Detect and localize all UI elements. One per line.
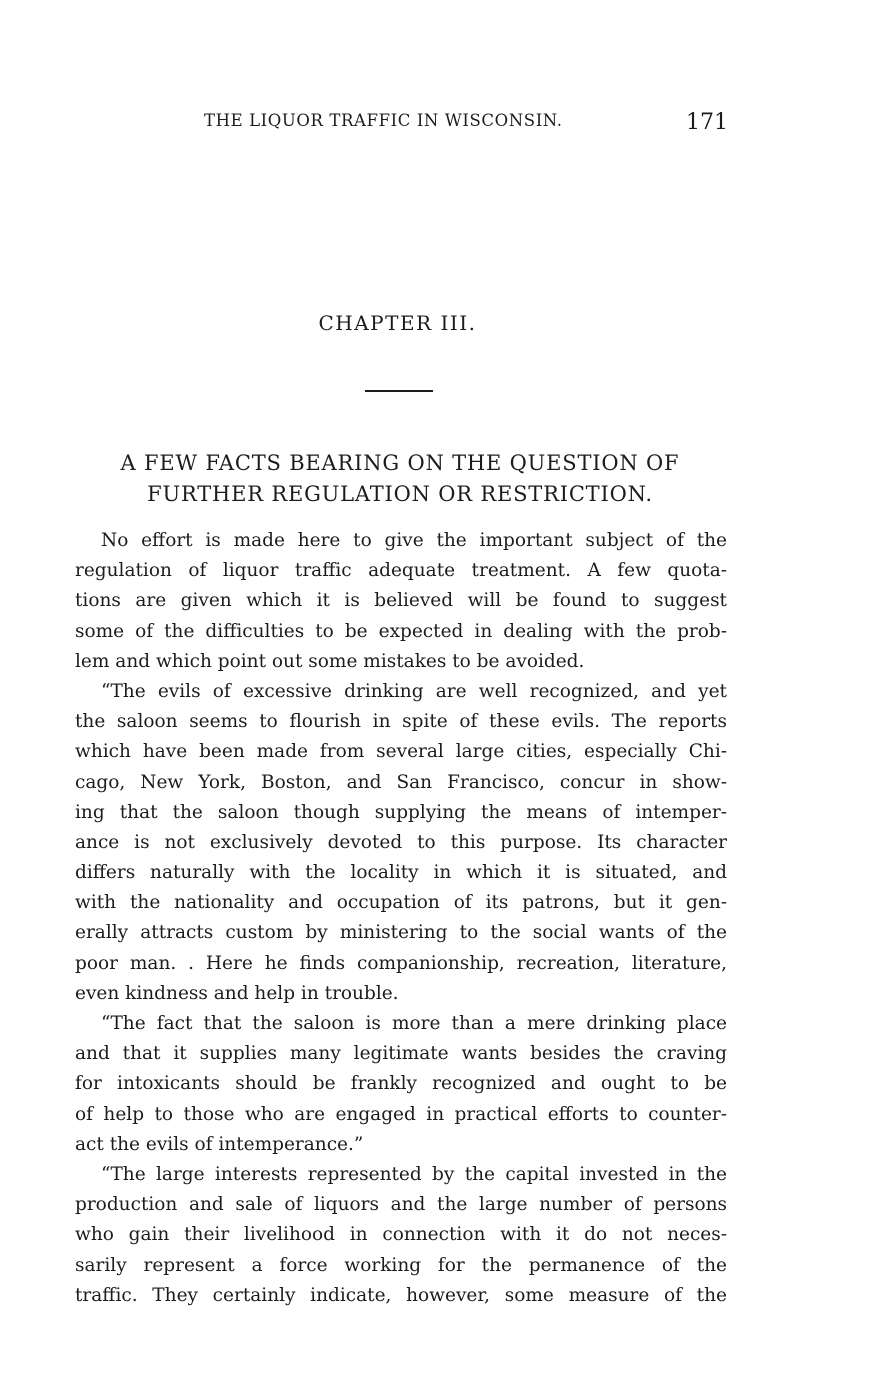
paragraph-4-line: sarily represent a force working for the permanence of the	[75, 1254, 727, 1276]
paragraph-4-line: who gain their livelihood in connection with it do not neces-	[75, 1224, 727, 1246]
paragraph-4-line: traffic. They certainly indicate, however, some measure of the	[75, 1284, 727, 1306]
page-number: 171	[686, 110, 728, 135]
section-heading-line: A FEW FACTS BEARING ON THE QUESTION OF	[120, 451, 680, 475]
paragraph-3-line: “The fact that the saloon is more than a mere drinking place	[101, 1013, 727, 1034]
paragraph-1-line: lem and which point out some mistakes to be avoided.	[75, 650, 585, 672]
paragraph-3-line: of help to those who are engaged in practical efforts to counter-	[75, 1103, 727, 1125]
paragraph-2-line: “The evils of excessive drinking are well recognized, and yet	[101, 680, 727, 702]
paragraph-2-line: erally attracts custom by ministering to the social wants of the	[75, 922, 727, 944]
chapter-rule	[365, 390, 433, 392]
chapter-title: CHAPTER III.	[318, 311, 477, 335]
paragraph-1-line: No effort is made here to give the important subject of the	[101, 530, 727, 551]
paragraph-1-line: some of the difficulties to be expected in dealing with the prob-	[75, 620, 727, 642]
paragraph-2-line: poor man. . Here he finds companionship, recreation, literature,	[75, 952, 727, 974]
paragraph-4-line: “The large interests represented by the capital invested in the	[101, 1163, 727, 1185]
paragraph-4-line: production and sale of liquors and the large number of persons	[75, 1194, 727, 1216]
paragraph-1-line: regulation of liquor traffic adequate treatment. A few quota-	[75, 560, 727, 582]
paragraph-2-line: with the nationality and occupation of its patrons, but it gen-	[75, 892, 727, 914]
paragraph-2-line: even kindness and help in trouble.	[75, 982, 399, 1004]
paragraph-2-line: ance is not exclusively devoted to this purpose. Its character	[75, 831, 727, 853]
paragraph-2-line: ing that the saloon though supplying the means of intemper-	[75, 801, 727, 823]
paragraph-2-line: differs naturally with the locality in which it is situated, and	[75, 862, 727, 884]
section-heading-line: FURTHER REGULATION OR RESTRICTION.	[147, 482, 653, 506]
paragraph-2-line: cago, New York, Boston, and San Francisco, concur in show-	[75, 771, 727, 793]
paragraph-3-line: for intoxicants should be frankly recognized and ought to be	[75, 1073, 727, 1095]
paragraph-3-line: and that it supplies many legitimate wants besides the craving	[75, 1043, 727, 1065]
body-text	[75, 526, 727, 1311]
paragraph-2-line: which have been made from several large cities, especially Chi-	[75, 741, 727, 763]
running-head: THE LIQUOR TRAFFIC IN WISCONSIN.	[204, 111, 563, 130]
paragraph-2-line: the saloon seems to flourish in spite of these evils. The reports	[75, 711, 727, 733]
paragraph-3-line: act the evils of intemperance.”	[75, 1133, 364, 1155]
paragraph-1-line: tions are given which it is believed will be found to suggest	[75, 590, 727, 612]
section-heading	[74, 448, 726, 510]
